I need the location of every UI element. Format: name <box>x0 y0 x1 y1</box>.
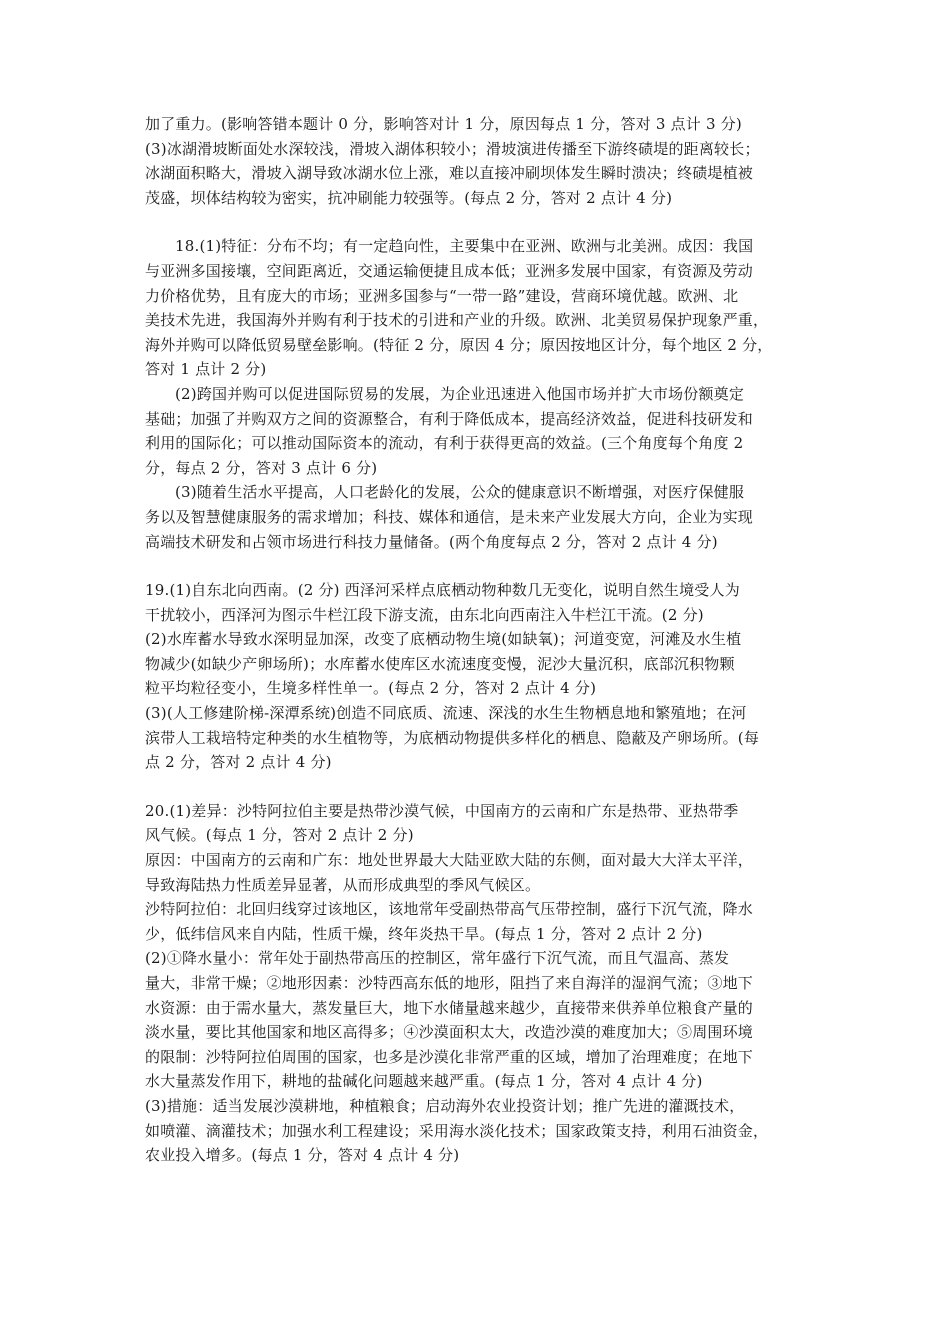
text-line: 粒平均粒径变小，生境多样性单一。(每点 2 分，答对 2 点计 4 分) <box>145 679 597 698</box>
text-line: 与亚洲多国接壤，空间距离近，交通运输便捷且成本低；亚洲多发展中国家，有资源及劳动 <box>145 261 754 280</box>
text-line: 美技术先进，我国海外并购有利于技术的引进和产业的升级。欧洲、北美贸易保护现象严重， <box>145 311 769 330</box>
text-line: 利用的国际化；可以推动国际资本的流动，有利于获得更高的效益。(三个角度每个角度 2 <box>145 434 744 453</box>
text-line: 海外并购可以降低贸易壁垒影响。(特征 2 分，原因 4 分；原因按地区计分，每个地区 2 分， <box>145 335 773 354</box>
section-gap <box>145 554 810 578</box>
text-line: 物减少(如缺少产卵场所)；水库蓄水使库区水流速度变慢，泥沙大量沉积，底部沉积物颗 <box>145 654 735 673</box>
text-line: 务以及智慧健康服务的需求增加；科技、媒体和通信，是未来产业发展大方向，企业为实现 <box>145 507 754 526</box>
text-line: 量大，非常干燥；②地形因素：沙特西高东低的地形，阻挡了来自海洋的湿润气流；③地下 <box>145 974 754 992</box>
section-q20 <box>145 799 810 1168</box>
text-line: 基础；加强了并购双方之间的资源整合，有利于降低成本，提高经济效益，促进科技研发和 <box>145 409 754 428</box>
text-line: (2)跨国并购可以促进国际贸易的发展，为企业迅速进入他国市场并扩大市场份额奠定 <box>175 384 745 403</box>
text-line: 淡水量，要比其他国家和地区高得多；④沙漠面积太大，改造沙漠的难度加大；⑤周围环境 <box>145 1023 754 1042</box>
section-gap <box>145 210 810 234</box>
text-line: 导致海陆热力性质差异显著，从而形成典型的季风气候区。 <box>145 875 541 894</box>
text-line: 力价格优势，且有庞大的市场；亚洲多国参与“一带一路”建设，营商环境优越。欧洲、北 <box>145 286 739 305</box>
text-line: 水资源：由于需水量大，蒸发量巨大，地下水储量越来越少，直接带来供养单位粮食产量的 <box>145 998 754 1017</box>
text-line: 沙特阿拉伯：北回归线穿过该地区，该地常年受副热带高气压带控制，盛行下沉气流，降水 <box>145 900 754 919</box>
text-line: 点 2 分，答对 2 点计 4 分) <box>145 753 332 772</box>
text-line: 19.(1)自东北向西南。(2 分) 西泽河采样点底栖动物种数几无变化，说明自然生境受人为 <box>145 581 740 600</box>
text-line: 分，每点 2 分，答对 3 点计 6 分) <box>145 458 378 477</box>
text-line: 高端技术研发和占领市场进行科技力量储备。(两个角度每点 2 分，答对 2 点计 4 分) <box>145 532 718 551</box>
text-line: 风气候。(每点 1 分，答对 2 点计 2 分) <box>145 826 414 845</box>
text-line: 20.(1)差异：沙特阿拉伯主要是热带沙漠气候，中国南方的云南和广东是热带、亚热带季 <box>145 801 739 820</box>
text-line: 茂盛，坝体结构较为密实，抗冲刷能力较强等。(每点 2 分，答对 2 点计 4 分) <box>145 188 673 207</box>
text-line: 18.(1)特征：分布不均；有一定趋向性，主要集中在亚洲、欧洲与北美洲。成因：我国 <box>175 237 754 256</box>
text-line: (3)措施：适当发展沙漠耕地，种植粮食；启动海外农业投资计划；推广先进的灌溉技术， <box>145 1096 745 1115</box>
text-line: (3)随着生活水平提高，人口老龄化的发展，公众的健康意识不断增强，对医疗保健服 <box>175 483 745 502</box>
text-line: (2)①降水量小：常年处于副热带高压的控制区，常年盛行下沉气流，而且气温高、蒸发 <box>145 949 730 968</box>
section-q18 <box>145 234 810 554</box>
text-line: (3)冰湖滑坡断面处水深较浅，滑坡入湖体积较小；滑坡演进传播至下游终碛堤的距离较长； <box>145 139 760 158</box>
text-line: 滨带人工栽培特定种类的水生植物等，为底栖动物提供多样化的栖息、隐蔽及产卵场所。(每 <box>145 728 760 747</box>
section-q17-tail <box>145 112 810 210</box>
text-line: 原因：中国南方的云南和广东：地处世界最大大陆亚欧大陆的东侧，面对最大大洋太平洋， <box>145 851 754 870</box>
text-line: 冰湖面积略大，滑坡入湖导致冰湖水位上涨，难以直接冲刷坝体发生瞬时溃决；终碛堤植被 <box>145 164 754 183</box>
text-line: (2)水库蓄水导致水深明显加深，改变了底栖动物生境(如缺氧)；河道变宽，河滩及水生植 <box>145 630 742 649</box>
text-line: 农业投入增多。(每点 1 分，答对 4 点计 4 分) <box>145 1146 460 1165</box>
answer-document <box>145 112 810 1168</box>
section-q19 <box>145 578 810 775</box>
text-line: 干扰较小，西泽河为图示牛栏江段下游支流，由东北向西南注入牛栏江干流。(2 分) <box>145 605 704 624</box>
text-line: 如喷灌、滴灌技术；加强水利工程建设；采用海水淡化技术；国家政策支持，利用石油资金， <box>145 1121 769 1140</box>
text-line: 答对 1 点计 2 分) <box>145 360 267 379</box>
text-line: 加了重力。(影响答错本题计 0 分，影响答对计 1 分，原因每点 1 分，答对 3 点计 3 分) <box>145 115 742 133</box>
section-gap <box>145 775 810 799</box>
text-line: 的限制：沙特阿拉伯周围的国家，也多是沙漠化非常严重的区域，增加了治理难度；在地下 <box>145 1047 754 1066</box>
text-line: 少，低纬信风来自内陆，性质干燥，终年炎热干旱。(每点 1 分，答对 2 点计 2 分) <box>145 924 703 943</box>
text-line: (3)(人工修建阶梯-深潭系统)创造不同底质、流速、深浅的水生生物栖息地和繁殖地；在河 <box>145 704 747 723</box>
text-line: 水大量蒸发作用下，耕地的盐碱化问题越来越严重。(每点 1 分，答对 4 点计 4 分) <box>145 1072 703 1091</box>
